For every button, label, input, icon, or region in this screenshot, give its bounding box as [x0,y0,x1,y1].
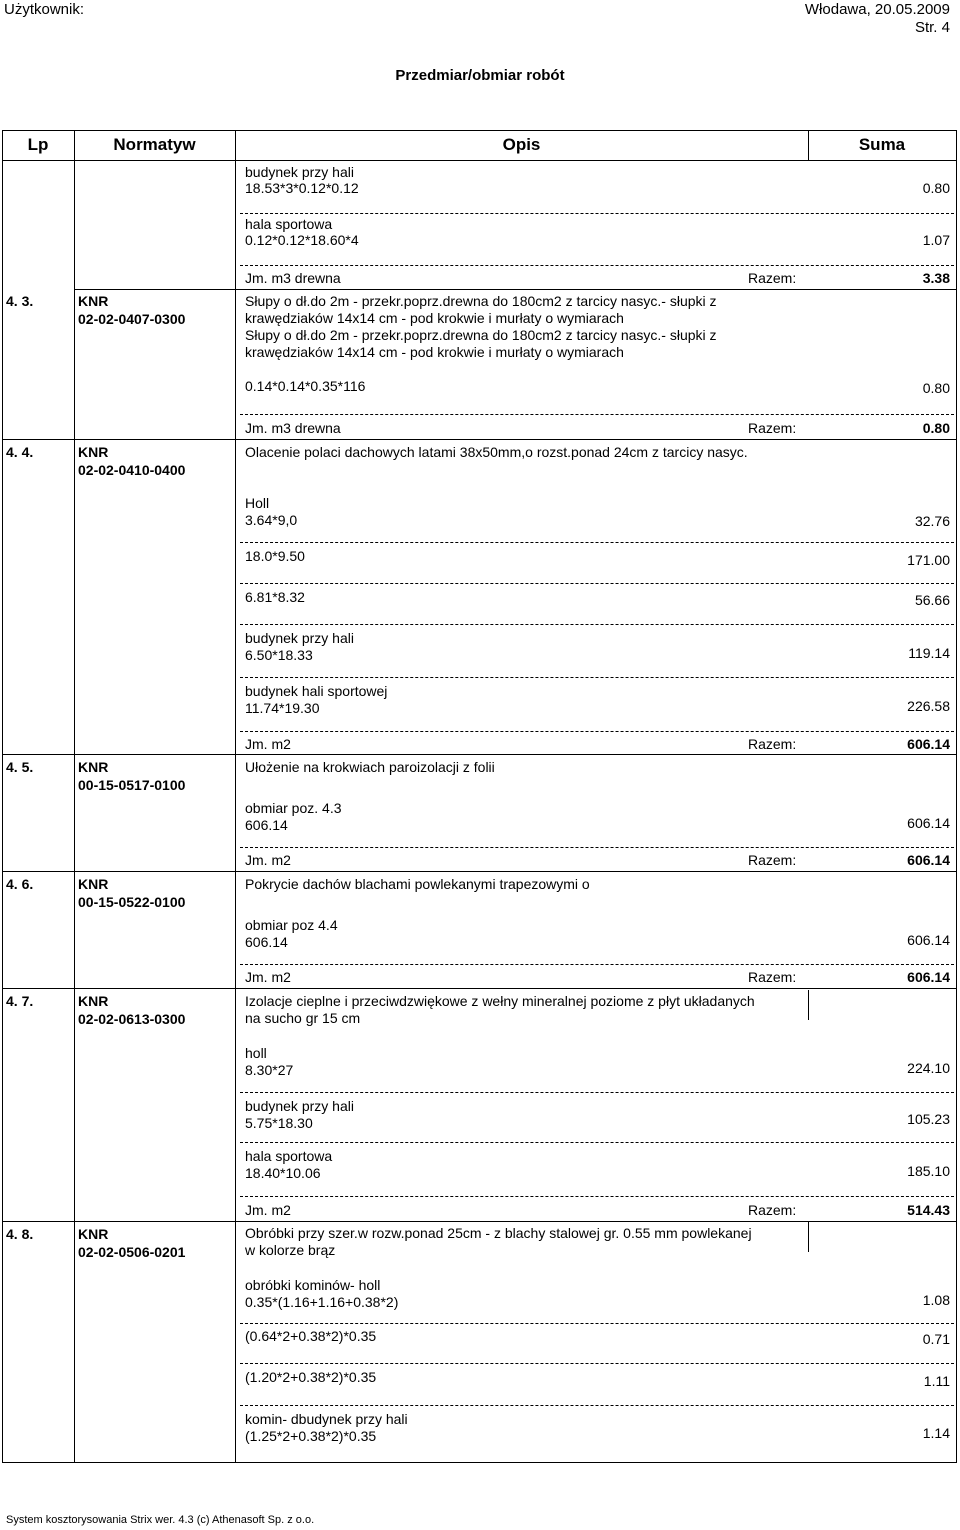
norm-knr: KNR [78,876,109,892]
measure-formula: 8.30*27 [245,1062,294,1078]
measure-value: 1.08 [922,1292,950,1308]
unit-label: Jm. m2 [245,969,291,985]
item-description: Pokrycie dachów blachami powlekanymi trapezowymi o [245,876,590,892]
page-number: Str. 4 [914,19,950,36]
item-description: na sucho gr 15 cm [245,1010,361,1026]
row-separator [240,1092,954,1093]
total-value: 606.14 [907,736,950,752]
measure-label: budynek przy hali [245,164,354,180]
measure-formula: 0.12*0.12*18.60*4 [245,232,359,248]
measure-value: 119.14 [908,645,950,661]
measure-formula: 606.14 [245,934,288,950]
measure-value: 32.76 [914,513,950,529]
razem-label: Razem: [748,1202,797,1218]
row-separator [240,1196,954,1197]
razem-label: Razem: [748,969,797,985]
measure-value: 224.10 [907,1060,950,1076]
description-wrap-border [808,990,809,1020]
total-value: 606.14 [907,969,950,985]
document-title: Przedmiar/obmiar robót [395,67,565,84]
item-description: w kolorze brąz [245,1242,336,1258]
item-number: 4. 7. [6,993,34,1009]
place-date: Włodawa, 20.05.2009 [804,1,950,18]
row-border [2,754,956,755]
measure-value: 1.11 [923,1373,950,1389]
measure-label: budynek przy hali [245,630,354,646]
measure-label: obmiar poz 4.4 [245,917,338,933]
row-separator [240,542,954,543]
measure-value: 0.80 [922,180,950,196]
total-value: 3.38 [922,270,950,286]
norm-code: 02-02-0506-0201 [78,1244,186,1260]
measure-value: 105.23 [907,1111,950,1127]
row-separator [240,213,954,214]
measure-value: 606.14 [907,815,950,831]
row-border [74,289,956,290]
measure-value: 606.14 [907,932,950,948]
item-number: 4. 3. [6,293,34,309]
column-divider-normatyw [235,130,236,1463]
norm-knr: KNR [78,993,109,1009]
column-header-normatyw: Normatyw [113,135,196,154]
column-header-suma: Suma [858,135,906,154]
measure-label: obróbki kominów- holl [245,1277,381,1293]
row-separator [240,624,954,625]
item-number: 4. 5. [6,759,34,775]
column-divider-lp [74,130,75,1463]
measure-label: holl [245,1045,267,1061]
table-header-border [2,160,957,161]
item-number: 4. 8. [6,1226,34,1242]
unit-label: Jm. m2 [245,1202,291,1218]
row-separator [240,583,954,584]
item-number: 4. 4. [6,444,34,460]
norm-knr: KNR [78,444,109,460]
measure-formula: (1.20*2+0.38*2)*0.35 [245,1369,377,1385]
norm-code: 02-02-0407-0300 [78,311,186,327]
table-top-border [2,130,957,131]
footer-software: System kosztorysowania Strix wer. 4.3 (c) Athenasoft Sp. z o.o. [6,1514,315,1526]
measure-formula: (0.64*2+0.38*2)*0.35 [245,1328,377,1344]
measure-value: 56.66 [914,592,950,608]
row-separator [240,1363,954,1364]
item-description: krawędziaków 14x14 cm - pod krokwie i murłaty o wymiarach [245,344,624,360]
measure-formula: 6.81*8.32 [245,589,305,605]
measure-value: 1.14 [922,1425,950,1441]
unit-label: Jm. m3 drewna [245,270,341,286]
user-label: Użytkownik: [4,1,85,18]
column-header-lp: Lp [27,135,49,154]
unit-label: Jm. m2 [245,736,291,752]
item-description: krawędziaków 14x14 cm - pod krokwie i murłaty o wymiarach [245,310,624,326]
measure-formula: 5.75*18.30 [245,1115,313,1131]
norm-code: 00-15-0522-0100 [78,894,186,910]
norm-knr: KNR [78,759,109,775]
measure-label: budynek hali sportowej [245,683,388,699]
measure-formula: 18.0*9.50 [245,548,305,564]
measure-formula: 18.40*10.06 [245,1165,321,1181]
razem-label: Razem: [748,420,797,436]
item-description: Obróbki przy szer.w rozw.ponad 25cm - z blachy stalowej gr. 0.55 mm powlekanej [245,1225,752,1241]
measure-value: 226.58 [907,698,950,714]
measure-value: 1.07 [922,232,950,248]
table-border-right [956,130,957,1463]
measure-label: hala sportowa [245,216,333,232]
table-bottom-border [2,1462,957,1463]
row-separator [240,1405,954,1406]
measure-formula: 3.64*9,0 [245,512,298,528]
norm-code: 00-15-0517-0100 [78,777,186,793]
row-separator [240,964,954,965]
row-border [2,871,956,872]
item-description: Izolacje cieplne i przeciwdzwiękowe z wełny mineralnej poziome z płyt układanych [245,993,755,1009]
row-border [2,1221,956,1222]
measure-formula: (1.25*2+0.38*2)*0.35 [245,1428,377,1444]
row-separator [240,265,954,266]
total-value: 0.80 [922,420,950,436]
measure-label: hala sportowa [245,1148,333,1164]
row-border [2,988,956,989]
measure-label: obmiar poz. 4.3 [245,800,342,816]
razem-label: Razem: [748,852,797,868]
norm-code: 02-02-0410-0400 [78,462,186,478]
measure-value: 0.71 [922,1331,950,1347]
row-separator [240,847,954,848]
measure-formula: 11.74*19.30 [245,700,320,716]
column-header-opis: Opis [502,135,541,154]
measure-label: Holl [245,495,270,511]
row-separator [240,677,954,678]
total-value: 514.43 [907,1202,950,1218]
norm-code: 02-02-0613-0300 [78,1011,186,1027]
item-description: Słupy o dł.do 2m - przekr.poprz.drewna do 180cm2 z tarcicy nasyc.- słupki z [245,293,717,309]
item-description: Olacenie polaci dachowych latami 38x50mm,o rozst.ponad 24cm z tarcicy nasyc. [245,444,748,460]
measure-value: 185.10 [907,1163,950,1179]
row-separator [240,1142,954,1143]
item-description: Słupy o dł.do 2m - przekr.poprz.drewna do 180cm2 z tarcicy nasyc.- słupki z [245,327,717,343]
row-separator [240,1323,954,1324]
measure-value: 171.00 [907,552,950,568]
row-separator [240,414,954,415]
measure-label: komin- dbudynek przy hali [245,1411,408,1427]
row-separator [240,731,954,732]
measure-formula: 18.53*3*0.12*0.12 [245,180,359,196]
measure-label: budynek przy hali [245,1098,354,1114]
measure-formula: 606.14 [245,817,288,833]
measure-value: 0.80 [922,380,950,396]
unit-label: Jm. m3 drewna [245,420,341,436]
measure-formula: 0.35*(1.16+1.16+0.38*2) [245,1294,399,1310]
razem-label: Razem: [748,736,797,752]
item-number: 4. 6. [6,876,34,892]
unit-label: Jm. m2 [245,852,291,868]
measure-formula: 6.50*18.33 [245,647,313,663]
measure-formula: 0.14*0.14*0.35*116 [245,378,366,394]
total-value: 606.14 [907,852,950,868]
description-wrap-border [808,1222,809,1252]
norm-knr: KNR [78,1226,109,1242]
item-description: Ułożenie na krokwiach paroizolacji z folii [245,759,495,775]
norm-knr: KNR [78,293,109,309]
razem-label: Razem: [748,270,797,286]
row-border [2,439,956,440]
table-border-left [2,130,3,1463]
